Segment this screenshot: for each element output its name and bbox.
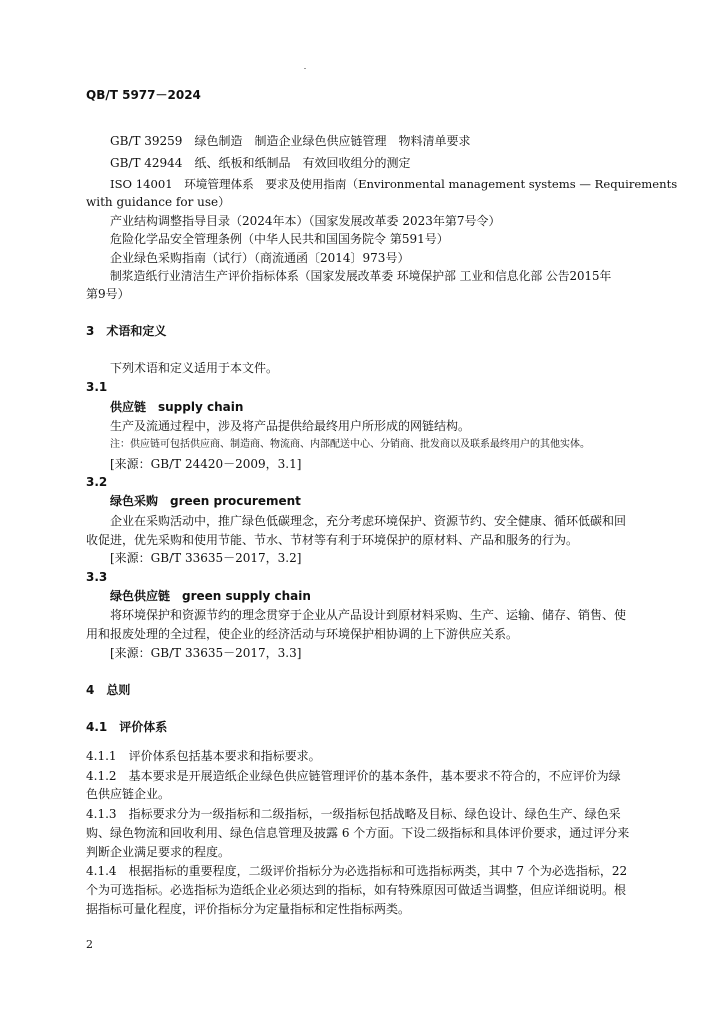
clause-number: 4.1.4 <box>86 864 117 878</box>
subsection-heading: 4.1 评价体系 <box>86 720 168 734</box>
clause-number: 4.1.2 <box>86 769 117 783</box>
term-note: 注：供应链可包括供应商、制造商、物流商、内部配送中心、分销商、批发商以及联系最终用户的其他实体。 <box>110 439 590 450</box>
document-code: QB/T 5977－2024 <box>86 88 201 102</box>
clause-number: 4.1.3 <box>86 807 117 821</box>
clause-number: 4.1.1 <box>86 749 117 763</box>
clause-text: 色供应链企业。 <box>86 787 171 801</box>
term-definition: 企业在采购活动中，推广绿色低碳理念，充分考虑环境保护、资源节约、安全健康、循环低碳和回 <box>110 514 627 528</box>
term-name: 绿色采购 green procurement <box>110 494 301 508</box>
reference-line: GB/T 42944 纸、纸板和纸制品 有效回收组分的测定 <box>110 156 411 170</box>
term-number: 3.2 <box>86 475 108 489</box>
section-intro: 下列术语和定义适用于本文件。 <box>110 361 279 375</box>
reference-line: 危险化学品安全管理条例（中华人民共和国国务院令 第591号） <box>110 232 449 246</box>
term-number: 3.1 <box>86 380 108 394</box>
reference-line: with guidance for use） <box>86 195 231 209</box>
term-source: [来源：GB/T 33635－2017，3.3] <box>110 646 302 660</box>
reference-line: 企业绿色采购指南（试行）（商流通函〔2014〕973号） <box>110 251 410 265</box>
section-heading: 3 术语和定义 <box>86 324 167 338</box>
term-definition: 将环境保护和资源节约的理念贯穿于企业从产品设计到原材料采购、生产、运输、储存、销售、使 <box>110 608 627 622</box>
clause-4-1-3 <box>86 805 621 823</box>
term-source: [来源：GB/T 33635－2017，3.2] <box>110 551 302 565</box>
clause-4-1-4 <box>86 862 627 880</box>
clause-text: 判断企业满足要求的程度。 <box>86 845 231 859</box>
clause-text: 指标要求分为一级指标和二级指标，一级指标包括战略及目标、绿色设计、绿色生产、绿色采 <box>128 807 621 821</box>
clause-text: 根据指标的重要程度，二级评价指标分为必选指标和可选指标两类，其中 7 个为必选指标，22 <box>128 864 628 878</box>
scan-speck <box>304 68 306 69</box>
clause-4-1-2 <box>86 767 621 785</box>
term-name: 绿色供应链 green supply chain <box>110 589 311 603</box>
clause-text: 个为可选指标。必选指标为造纸企业必须达到的指标，如有特殊原因可做适当调整，但应详细说明。根 <box>86 883 627 897</box>
reference-line: 第9号） <box>86 287 130 301</box>
term-definition: 用和报废处理的全过程，使企业的经济活动与环境保护相协调的上下游供应关系。 <box>86 627 519 641</box>
term-definition: 收促进，优先采购和使用节能、节水、节材等有利于环境保护的原材料、产品和服务的行为。 <box>86 533 579 547</box>
term-number: 3.3 <box>86 570 108 584</box>
page-number: 2 <box>86 938 93 951</box>
clause-text: 据指标可量化程度，评价指标分为定量指标和定性指标两类。 <box>86 902 411 916</box>
term-name: 供应链 supply chain <box>110 400 244 414</box>
clause-text: 基本要求是开展造纸企业绿色供应链管理评价的基本条件，基本要求不符合的，不应评价为绿 <box>128 769 621 783</box>
reference-line: GB/T 39259 绿色制造 制造企业绿色供应链管理 物料清单要求 <box>110 134 471 148</box>
clause-text: 评价体系包括基本要求和指标要求。 <box>128 749 321 763</box>
term-source: [来源：GB/T 24420－2009，3.1] <box>110 457 302 471</box>
reference-line: 产业结构调整指导目录（2024年本）（国家发展改革委 2023年第7号令） <box>110 214 501 228</box>
term-definition: 生产及流通过程中，涉及将产品提供给最终用户所形成的网链结构。 <box>110 419 471 433</box>
clause-4-1-1 <box>86 747 321 765</box>
section-heading: 4 总则 <box>86 683 131 697</box>
reference-line: 制浆造纸行业清洁生产评价指标体系（国家发展改革委 环境保护部 工业和信息化部 公告2015年 <box>110 269 612 283</box>
clause-text: 购、绿色物流和回收利用、绿色信息管理及披露 6 个方面。下设二级指标和具体评价要求，通过评分来 <box>86 826 630 840</box>
reference-line: ISO 14001 环境管理体系 要求及使用指南（Environmental management systems — Requirements <box>110 177 678 191</box>
